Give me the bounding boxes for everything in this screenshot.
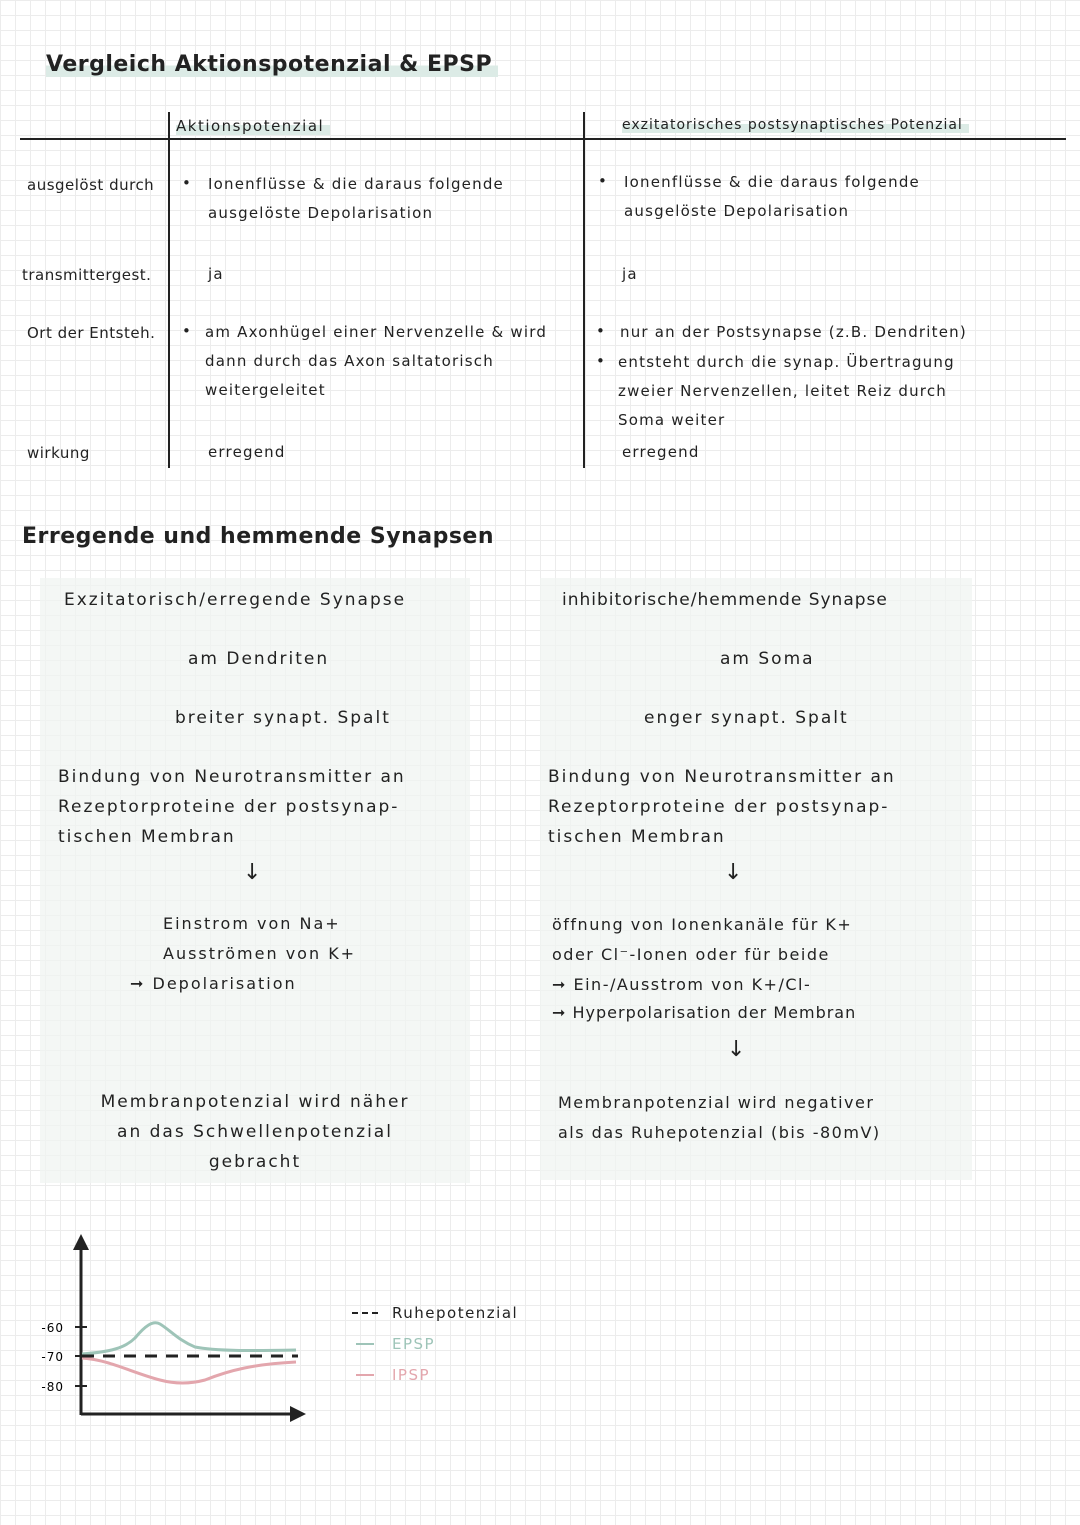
y-axis-arrow-icon	[73, 1234, 89, 1250]
potential-graph	[30, 1230, 330, 1430]
bullet: •	[596, 322, 605, 340]
cell-epsp-ausgeloest: Ionenflüsse & die daraus folgende ausgelöste Depolarisation	[624, 173, 920, 220]
table-divider-left	[168, 112, 170, 468]
row-label-transmitter: transmittergest.	[22, 266, 152, 284]
inhibitory-outcome: Membranpotenzial wird negativer als das Ruhepotenzial (bis -80mV)	[558, 1093, 881, 1142]
excitatory-result: ➞ Depolarisation	[130, 974, 297, 993]
arrow-down-icon: ↓	[724, 860, 743, 885]
excitatory-heading: Exzitatorisch/erregende Synapse	[64, 590, 407, 610]
y-tick-label: -80	[41, 1380, 64, 1394]
legend-swatch-epsp	[356, 1343, 374, 1345]
bullet: •	[182, 174, 191, 192]
row-label-ausgeloest: ausgelöst durch	[27, 176, 155, 194]
cell-ap-ort: am Axonhügel einer Nervenzelle & wird dann durch das Axon saltatorisch weitergeleitet	[205, 323, 548, 399]
legend-item-epsp: EPSP	[352, 1328, 518, 1359]
inhibitory-heading: inhibitorische/hemmende Synapse	[562, 590, 888, 610]
cell-ap-ausgeloest: Ionenflüsse & die daraus folgende ausgelöste Depolarisation	[208, 175, 504, 222]
row-label-ort: Ort der Entsteh.	[27, 324, 156, 342]
legend-item-rest: Ruhepotenzial	[352, 1297, 518, 1328]
legend-swatch-rest	[352, 1312, 378, 1314]
inhibitory-binding: Bindung von Neurotransmitter an Rezeptorproteine der postsynap- tischen Membran	[548, 767, 896, 847]
epsp-curve	[82, 1323, 296, 1354]
inhibitory-result-1: ➞ Ein-/Ausstrom von K+/Cl-	[552, 975, 812, 994]
column-header-epsp: exzitatorisches postsynaptisches Potenzial	[622, 117, 969, 133]
excitatory-binding: Bindung von Neurotransmitter an Rezeptorproteine der postsynap- tischen Membran	[58, 767, 406, 847]
inhibitory-location: am Soma	[720, 649, 815, 669]
bullet: •	[598, 172, 607, 190]
y-tick-label: -60	[41, 1321, 64, 1335]
arrow-right-icon: ➞	[552, 1003, 567, 1022]
inhibitory-gap: enger synapt. Spalt	[644, 708, 849, 728]
arrow-right-icon: ➞	[552, 975, 567, 994]
excitatory-flow: Einstrom von Na+ Ausströmen von K+	[163, 914, 357, 963]
row-label-wirkung: wirkung	[27, 444, 90, 462]
legend	[352, 1297, 518, 1390]
ipsp-curve	[82, 1358, 296, 1383]
cell-epsp-wirkung: erregend	[622, 443, 700, 461]
column-header-aktionspotenzial: Aktionspotenzial	[176, 117, 330, 135]
cell-epsp-ort-1: nur an der Postsynapse (z.B. Dendriten)	[620, 323, 967, 341]
bullet: •	[596, 352, 605, 370]
arrow-right-icon: ➞	[130, 974, 146, 993]
excitatory-outcome: Membranpotenzial wird näher an das Schwellenpotenzial gebracht	[100, 1092, 410, 1172]
legend-swatch-ipsp	[356, 1374, 374, 1376]
table-divider-right	[583, 112, 585, 468]
excitatory-location: am Dendriten	[188, 649, 330, 669]
x-axis-arrow-icon	[290, 1406, 306, 1422]
arrow-down-icon: ↓	[727, 1037, 746, 1062]
cell-epsp-ort-2: entsteht durch die synap. Übertragung zweier Nervenzellen, leitet Reiz durch Soma weiter	[618, 353, 955, 429]
bullet: •	[182, 322, 191, 340]
cell-ap-wirkung: erregend	[208, 443, 286, 461]
y-tick-label: -70	[41, 1350, 64, 1364]
inhibitory-opening: öffnung von Ionenkanäle für K+ oder Cl⁻-Ionen oder für beide	[552, 915, 853, 964]
cell-epsp-transmitter: ja	[622, 265, 638, 283]
arrow-down-icon: ↓	[243, 860, 262, 885]
table-header-line	[20, 138, 1066, 140]
section-title: Erregende und hemmende Synapsen	[22, 524, 494, 549]
inhibitory-result-2: ➞ Hyperpolarisation der Membran	[552, 1003, 857, 1022]
page-title: Vergleich Aktionspotenzial & EPSP	[46, 52, 498, 77]
legend-item-ipsp: IPSP	[352, 1359, 518, 1390]
excitatory-gap: breiter synapt. Spalt	[175, 708, 391, 728]
cell-ap-transmitter: ja	[208, 265, 224, 283]
